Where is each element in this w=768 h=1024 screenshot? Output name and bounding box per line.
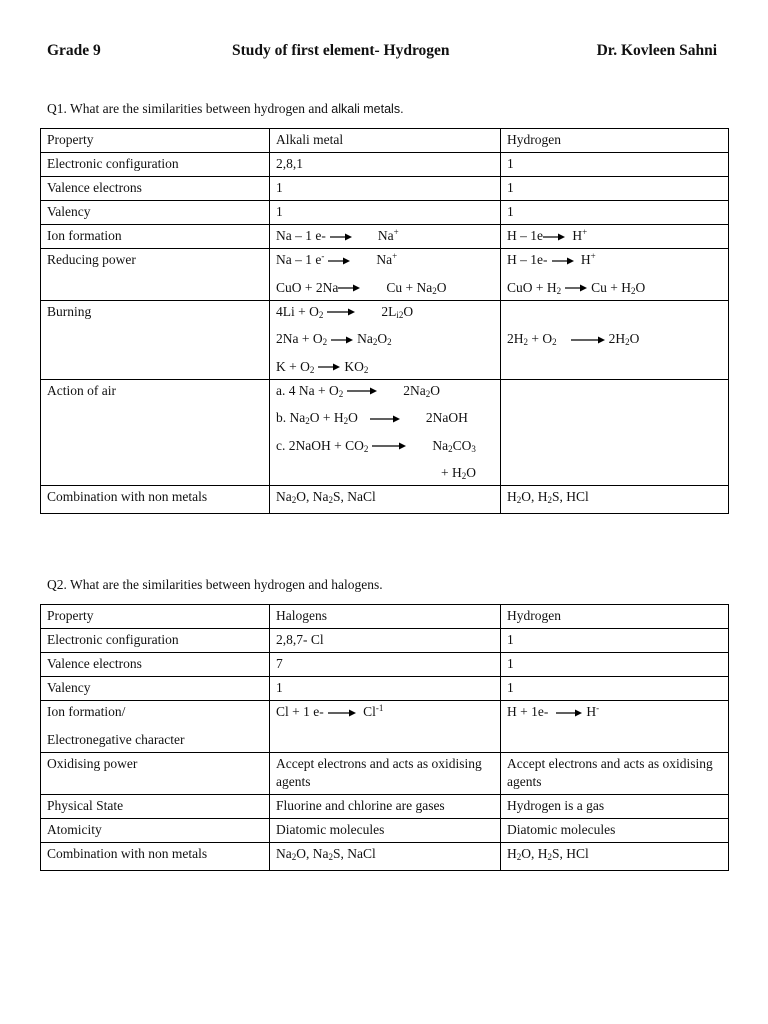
value-cell: 2,8,1 bbox=[270, 153, 501, 177]
arrow-icon bbox=[370, 415, 400, 423]
value-cell: Accept electrons and acts as oxidising agents bbox=[270, 752, 501, 794]
table-row bbox=[41, 629, 729, 653]
header-cell: Alkali metal bbox=[270, 129, 501, 153]
property-cell: Atomicity bbox=[41, 818, 270, 842]
table-row bbox=[41, 300, 729, 379]
halogens-table bbox=[40, 604, 729, 871]
alkali-metals-table bbox=[40, 128, 729, 514]
property-cell: Oxidising power bbox=[41, 752, 270, 794]
property-cell: Combination with non metals bbox=[41, 842, 270, 870]
property-cell: Valency bbox=[41, 677, 270, 701]
question-1-prefix: Q1. What are the similarities between hydrogen and bbox=[47, 101, 332, 116]
value-cell: 1 bbox=[270, 677, 501, 701]
equation-cell: Cl + 1 e- $Cl^{-1}$ bbox=[270, 701, 501, 753]
property-line: Electronegative character bbox=[47, 731, 185, 747]
page-header bbox=[47, 42, 717, 64]
question-1 bbox=[47, 101, 404, 117]
empty-cell bbox=[501, 379, 729, 486]
arrow-icon bbox=[556, 709, 582, 717]
header-cell: Hydrogen bbox=[501, 129, 729, 153]
arrow-icon bbox=[330, 233, 352, 241]
equation-cell: $4Li + O_2$ $2L_{i2}O$ $2Na + O_2$ $Na_2O_2$ $K + O_2$ $KO_2$ bbox=[270, 300, 501, 379]
equation-cell: Na – 1 e- Na+ CuO + 2Na $Cu + Na_2O$ bbox=[270, 249, 501, 301]
value-cell: 1 bbox=[270, 177, 501, 201]
table-row bbox=[41, 379, 729, 486]
property-cell: Valency bbox=[41, 201, 270, 225]
table-row bbox=[41, 177, 729, 201]
table-header-row bbox=[41, 605, 729, 629]
value-cell: Accept electrons and acts as oxidising agents bbox=[501, 752, 729, 794]
arrow-icon bbox=[552, 257, 574, 265]
table-row bbox=[41, 225, 729, 249]
property-cell: Valence electrons bbox=[41, 177, 270, 201]
table-row bbox=[41, 486, 729, 514]
property-cell: Action of air bbox=[41, 379, 270, 486]
table-row bbox=[41, 701, 729, 753]
arrow-icon bbox=[328, 257, 350, 265]
arrow-icon bbox=[543, 233, 565, 241]
value-cell: 1 bbox=[501, 677, 729, 701]
table-row bbox=[41, 653, 729, 677]
table-row bbox=[41, 842, 729, 870]
value-cell: $H_2O$, $H_2S$, HCl bbox=[501, 842, 729, 870]
property-cell bbox=[41, 701, 270, 753]
value-cell: 1 bbox=[501, 177, 729, 201]
value-cell: 1 bbox=[270, 201, 501, 225]
value-cell: 1 bbox=[501, 653, 729, 677]
arrow-icon bbox=[327, 308, 355, 316]
table-row bbox=[41, 249, 729, 301]
value-cell: $Na_2O$, $Na_2S$, NaCl bbox=[270, 486, 501, 514]
table-row bbox=[41, 677, 729, 701]
value-cell: $H_2O$, $H_2S$, HCl bbox=[501, 486, 729, 514]
value-cell: 2,8,7- Cl bbox=[270, 629, 501, 653]
property-cell: Valence electrons bbox=[41, 653, 270, 677]
table-header-row bbox=[41, 129, 729, 153]
equation-cell: $2H_2 + O_2$ $2H_2O$ bbox=[501, 300, 729, 379]
header-cell: Hydrogen bbox=[501, 605, 729, 629]
value-cell: Hydrogen is a gas bbox=[501, 794, 729, 818]
equation-cell: Na – 1 e- Na+ bbox=[270, 225, 501, 249]
equation-cell: H + 1e- H- bbox=[501, 701, 729, 753]
value-cell: Fluorine and chlorine are gases bbox=[270, 794, 501, 818]
header-cell: Property bbox=[41, 605, 270, 629]
arrow-icon bbox=[328, 709, 356, 717]
value-cell: $Na_2O$, $Na_2S$, NaCl bbox=[270, 842, 501, 870]
value-cell: 1 bbox=[501, 201, 729, 225]
table-row bbox=[41, 752, 729, 794]
property-cell: Electronic configuration bbox=[41, 153, 270, 177]
arrow-icon bbox=[571, 336, 605, 344]
header-cell: Halogens bbox=[270, 605, 501, 629]
header-cell: Property bbox=[41, 129, 270, 153]
property-line: Ion formation/ bbox=[47, 704, 126, 719]
arrow-icon bbox=[331, 336, 353, 344]
value-cell: Diatomic molecules bbox=[270, 818, 501, 842]
arrow-icon bbox=[338, 284, 360, 292]
grade-label: Grade 9 bbox=[47, 42, 101, 59]
equation-cell: H – 1e- H+ CuO + $H_2$ $Cu + H_2O$ bbox=[501, 249, 729, 301]
equation-cell: a. 4 $Na + O_2$ $2Na_2O$ b. $Na_2O + H_2O$ 2NaOH c. 2NaOH + $CO_2$ $Na_2CO_3$ + $H_2O$ bbox=[270, 379, 501, 486]
property-cell: Combination with non metals bbox=[41, 486, 270, 514]
value-cell: 1 bbox=[501, 153, 729, 177]
table-row bbox=[41, 201, 729, 225]
equation-cell: H – 1e H+ bbox=[501, 225, 729, 249]
author-name: Dr. Kovleen Sahni bbox=[596, 42, 717, 59]
property-cell: Electronic configuration bbox=[41, 629, 270, 653]
property-cell: Physical State bbox=[41, 794, 270, 818]
table-row bbox=[41, 818, 729, 842]
value-cell: 1 bbox=[501, 629, 729, 653]
question-1-suffix: alkali metals. bbox=[331, 102, 404, 116]
table-row bbox=[41, 794, 729, 818]
property-cell: Ion formation bbox=[41, 225, 270, 249]
arrow-icon bbox=[372, 442, 406, 450]
arrow-icon bbox=[565, 284, 587, 292]
value-cell: 7 bbox=[270, 653, 501, 677]
page-title: Study of first element- Hydrogen bbox=[232, 42, 450, 59]
question-2: Q2. What are the similarities between hydrogen and halogens. bbox=[47, 577, 383, 592]
property-cell: Reducing power bbox=[41, 249, 270, 301]
arrow-icon bbox=[318, 363, 340, 371]
value-cell: Diatomic molecules bbox=[501, 818, 729, 842]
arrow-icon bbox=[347, 387, 377, 395]
property-cell: Burning bbox=[41, 300, 270, 379]
table-row bbox=[41, 153, 729, 177]
